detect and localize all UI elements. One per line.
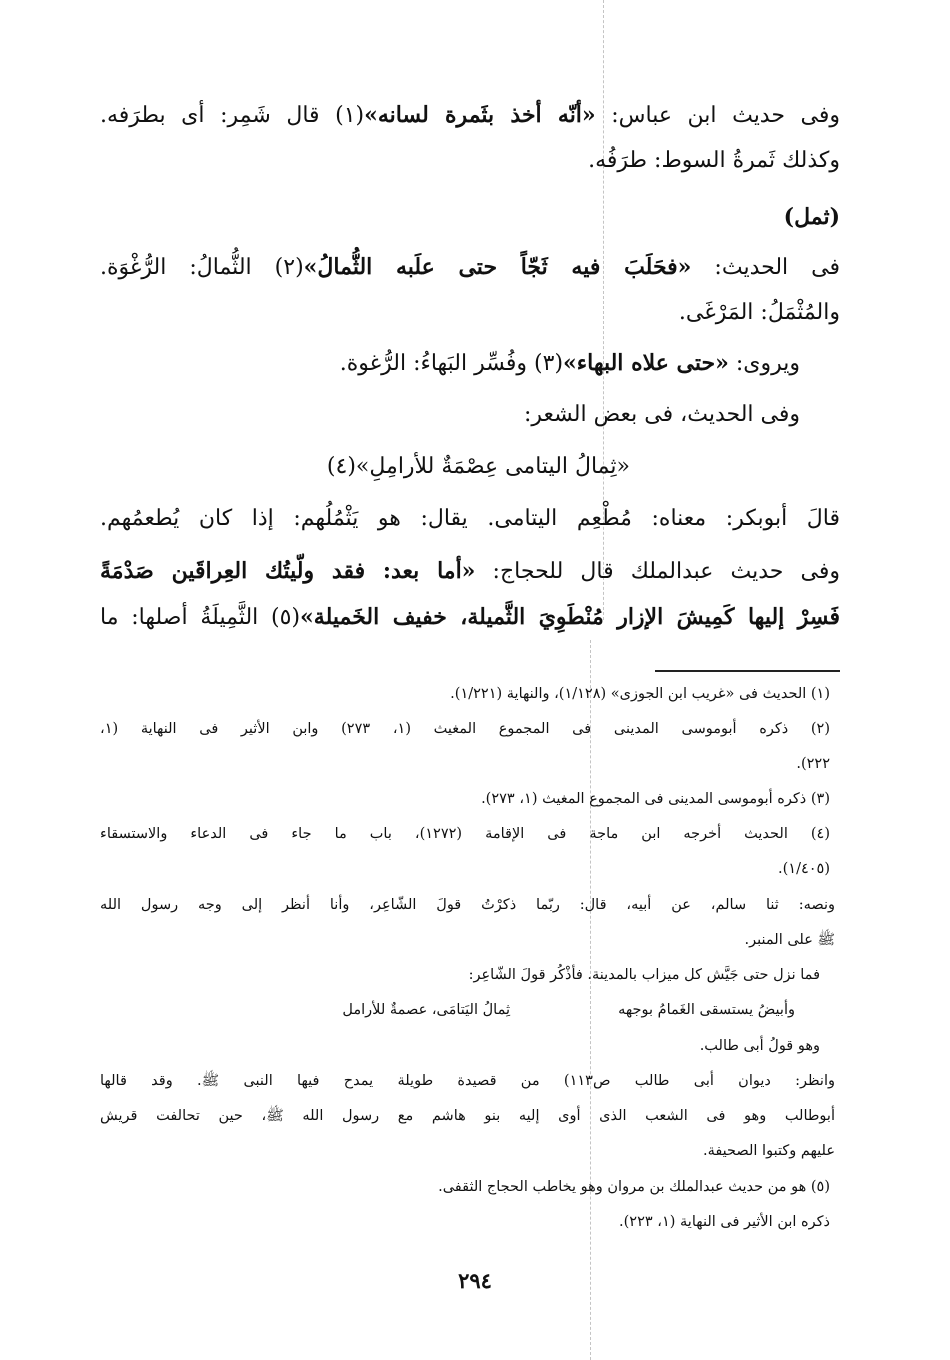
body-line-1-quote: «أنّه أخذ بثَمرة لسانه»: [364, 102, 596, 128]
footnote-4-verse-intro: فما نزل حتى جَيَّش كل ميزاب بالمدينة. فأذْكُر قولَ الشّاعِر:: [468, 967, 820, 983]
body-line-2: [588, 146, 840, 176]
scan-artifact-line: [590, 640, 591, 1360]
body-line-4: [679, 298, 840, 328]
body-line-7: [100, 504, 840, 534]
body-line-6-text: وفى الحديث، فى بعض الشعر:: [524, 402, 800, 427]
body-line-3-pre: فى الحديث:: [691, 255, 841, 280]
body-line-9-post: (٥) الثَّمِيلَةُ أصلها: ما: [100, 605, 301, 630]
body-line-5-post: (٣) وفُسِّر البَهاءُ: الرُّغوة.: [339, 351, 564, 376]
body-line-5-quote: «حتى علاه البهاء»: [563, 350, 729, 376]
body-line-8: [100, 556, 840, 587]
entry-heading: [784, 202, 840, 233]
footnote-4: (٤) الحديث أخرجه ابن ماجة فى الإقامة (١٢٧٢)، باب ما جاء فى الدعاء والاستسقاء: [100, 826, 830, 842]
body-line-3-quote: «فحَلَبَ فيه ثَجّاً حتى علَبه الثُّمالُ»: [303, 254, 692, 280]
body-line-3-post: (٢) الثُّمالُ: الرُّغْوَة.: [100, 255, 304, 280]
footnote-4-text-cont: ﷺ على المنبر.: [744, 932, 835, 948]
body-line-9: [100, 602, 840, 633]
footnote-2-cont: ٢٢٢).: [796, 756, 830, 772]
footnote-1: (١) الحديث فى «غريب ابن الجوزى» (١/١٢٨)، والنهاية (١/٢٢١).: [450, 686, 830, 702]
body-line-7-text: قالَ أبوبكر: معناه: مُطْعِم اليتامى. يقال: هو يَثْمُلُهم: إذا كان يُطعمُهم.: [100, 506, 840, 531]
body-line-9-quote: فَسِرْ إليها كَمِيشَ الإزار مُنْطَوِيَ الثَّميلة، خفيف الخَميلة»: [300, 604, 840, 630]
footnote-4-source-cont: أبوطالب وهو فى الشعب الذى أوى إليه بنو هاشم مع رسول الله ﷺ، حين تحالفت قريش: [100, 1108, 835, 1124]
footnote-divider: [655, 670, 840, 672]
footnote-4-source-end: عليهم وكتبوا الصحيفة.: [702, 1143, 835, 1159]
body-line-1-post: (١) قال شَمِر: أى بطرَفه.: [100, 103, 365, 128]
body-line-5: [340, 348, 800, 379]
body-line-1: [100, 100, 840, 131]
footnote-3: (٣) ذكره أبوموسى المدينى فى المجموع المغيث (١، ٢٧٣).: [481, 791, 830, 807]
footnote-4-text: ونصه: ثنا سالم، عن أبيه، قال: ربّما ذكرْتُ قولَ الشّاعِر، وأنا أنظر إلى وجه رسول الله: [100, 897, 835, 913]
body-line-8-quote: «أما بعد: فقد ولّيتُك العِراقَين صَدْمَةً: [100, 558, 476, 584]
footnote-5-cont: ذكره ابن الأثير فى النهاية (١، ٢٢٣).: [619, 1214, 830, 1230]
body-line-6: [524, 400, 800, 430]
footnote-4-verse-attribution: وهو قولُ أبى طالب.: [699, 1038, 820, 1054]
body-line-2-text: وكذلك ثَمرةُ السوط: طرَفُه.: [588, 148, 840, 173]
footnote-4-verse-hemistich-1: وأبيضُ يستسقى الغَمامُ بوجهه: [618, 1002, 795, 1018]
footnote-2: (٢) ذكره أبوموسى المدينى فى المجموع المغيث (١، ٢٧٣) وابن الأثير فى النهاية (١،: [100, 721, 830, 737]
poetry-line: [327, 452, 630, 482]
page-number: ٢٩٤: [458, 1268, 492, 1293]
poetry-line-text: «ثِمالُ اليتامى عِصْمَةٌ للأرامِلِ»(٤): [326, 454, 630, 479]
entry-heading-text: (ثمل): [783, 204, 840, 230]
footnote-4-verse-hemistich-2: ثِمالُ اليَتامَى، عصمةٌ للأرامل: [342, 1002, 510, 1018]
body-line-1-pre: وفى حديث ابن عباس:: [595, 103, 840, 128]
body-line-5-pre: ويروى:: [728, 351, 800, 376]
footnote-5: (٥) هو من حديث عبدالملك بن مروان وهو يخاطب الحجاج الثقفى.: [438, 1179, 830, 1195]
body-line-4-text: والمُثْمَلُ: المَرْغَى.: [678, 300, 840, 325]
footnote-4-source: وانظر: ديوان أبى طالب ص١١٣) من قصيدة طويلة يمدح فيها النبى ﷺ. وقد قالها: [100, 1073, 836, 1089]
footnote-4-cont: (١/٤٠٥).: [778, 861, 830, 877]
body-line-8-pre: وفى حديث عبدالملك قال للحجاج:: [475, 559, 840, 584]
body-line-3: [100, 252, 840, 283]
